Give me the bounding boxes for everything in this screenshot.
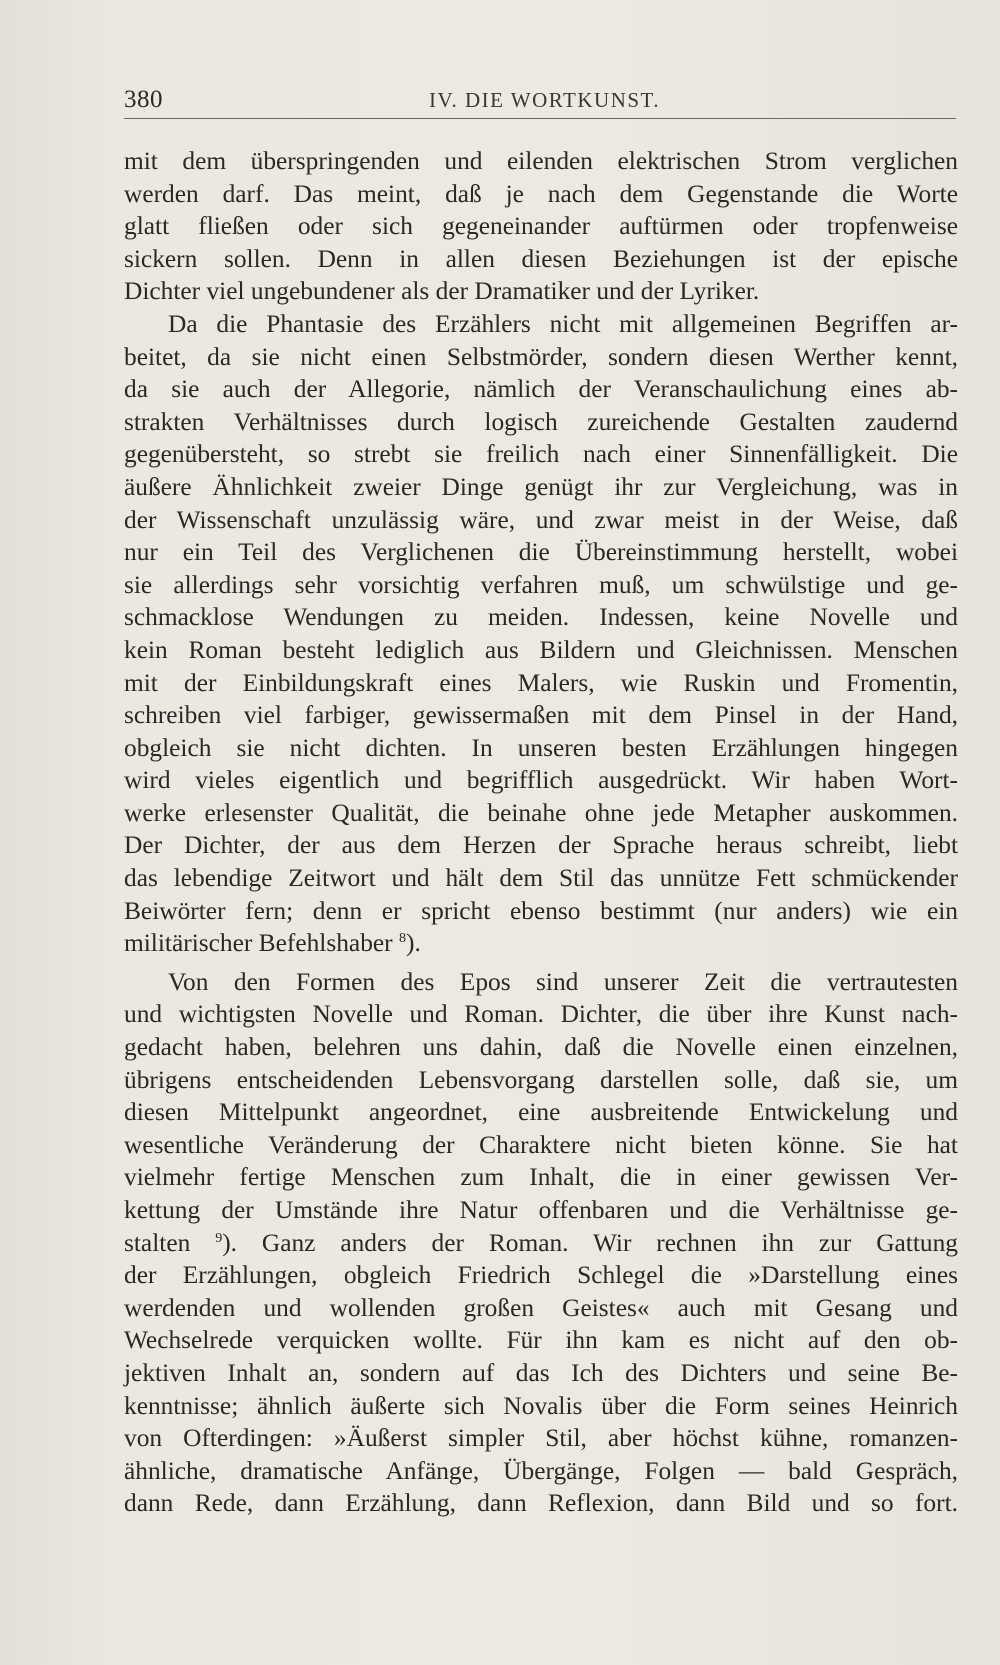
text-line: wesentliche Veränderung der Charaktere nicht bieten könne. Sie hat: [124, 1130, 958, 1159]
text-line: kettung der Umstände ihre Natur offenbaren und die Verhältnisse ge-: [124, 1196, 958, 1224]
text-line: Dichter viel ungebundener als der Dramatiker und der Lyriker.: [124, 277, 760, 306]
text-line: werden darf. Das meint, daß je nach dem Gegenstande die Worte: [124, 179, 958, 208]
text-line: da sie auch der Allegorie, nämlich der Veranschaulichung eines ab-: [124, 375, 958, 404]
text-line: schmacklose Wendungen zu meiden. Indessen, keine Novelle und: [124, 603, 958, 632]
paragraph-2: [124, 308, 958, 960]
text-line: das lebendige Zeitwort und hält dem Stil das unnütze Fett schmückender: [124, 864, 958, 893]
text-line: schreiben viel farbiger, gewissermaßen mit dem Pinsel in der Hand,: [124, 701, 958, 730]
text-line: obgleich sie nicht dichten. In unseren besten Erzählungen hingegen: [124, 733, 958, 762]
text-line: kein Roman besteht lediglich aus Bildern und Gleichnissen. Menschen: [124, 635, 958, 664]
text-line: beitet, da sie nicht einen Selbstmörder, sondern diesen Werther kennt,: [124, 342, 958, 371]
text-line: Da die Phantasie des Erzählers nicht mit allgemeinen Begriffen ar-: [168, 309, 958, 338]
page-header: [124, 84, 956, 119]
text-line: ähnliche, dramatische Anfänge, Übergänge, Folgen — bald Gespräch,: [124, 1456, 958, 1485]
text-line: Von den Formen des Epos sind unserer Zeit die vertrautesten: [168, 967, 958, 996]
text-line: diesen Mittelpunkt angeordnet, eine ausbreitende Entwickelung und: [124, 1098, 958, 1127]
text-line: mit der Einbildungskraft eines Malers, wie Ruskin und Fromentin,: [124, 668, 958, 697]
text-line: und wichtigsten Novelle und Roman. Dichter, die über ihre Kunst nach-: [124, 1000, 958, 1029]
text-line: dann Rede, dann Erzählung, dann Reflexion, dann Bild und so fort.: [124, 1489, 958, 1518]
text-line: Der Dichter, der aus dem Herzen der Sprache heraus schreibt, liebt: [124, 831, 958, 860]
footnote-marker-8: 8: [398, 931, 406, 947]
text-line: gegenübersteht, so strebt sie freilich nach einer Sinnenfälligkeit. Die: [124, 440, 958, 469]
text-line: Beiwörter fern; denn er spricht ebenso bestimmt (nur anders) wie ein: [124, 896, 958, 925]
text-line: kenntnisse; ähnlich äußerte sich Novalis über die Form seines Heinrich: [124, 1391, 958, 1420]
paragraph-1: [124, 145, 958, 308]
text-line: der Wissenschaft unzulässig wäre, und zwar meist in der Weise, daß: [124, 505, 958, 534]
text-line: werke erlesenster Qualität, die beinahe ohne jede Metapher auskommen.: [124, 798, 958, 827]
text-line: übrigens entscheidenden Lebensvorgang darstellen solle, daß sie, um: [124, 1065, 958, 1094]
text-line: der Erzählungen, obgleich Friedrich Schlegel die »Darstellung eines: [124, 1261, 958, 1290]
page-number: 380: [124, 86, 163, 113]
text-segment: ).: [405, 929, 421, 958]
text-line: wird vieles eigentlich und begrifflich ausgedrückt. Wir haben Wort-: [124, 766, 958, 795]
text-line: mit dem überspringenden und eilenden elektrischen Strom verglichen: [124, 147, 958, 175]
text-line: [124, 1227, 958, 1260]
footnote-marker-9: 9: [215, 1230, 223, 1246]
body-text: [124, 145, 958, 1520]
text-line: sie allerdings sehr vorsichtig verfahren muß, um schwülstige und ge-: [124, 570, 958, 599]
text-line: von Ofterdingen: »Äußerst simpler Stil, aber höchst kühne, romanzen-: [124, 1424, 958, 1453]
text-line: nur ein Teil des Verglichenen die Übereinstimmung herstellt, wobei: [124, 538, 958, 567]
text-line: glatt fließen oder sich gegeneinander auftürmen oder tropfenweise: [124, 212, 958, 241]
text-line: strakten Verhältnisses durch logisch zureichende Gestalten zaudernd: [124, 407, 958, 436]
paragraph-3: [124, 966, 958, 1520]
text-segment: stalten: [124, 1228, 191, 1257]
text-line: Wechselrede verquicken wollte. Für ihn kam es nicht auf den ob-: [124, 1326, 958, 1355]
text-segment: militärischer Befehlshaber: [124, 929, 393, 958]
text-segment: ). Ganz anders der Roman. Wir rechnen ihn zur Gattung: [222, 1228, 958, 1257]
text-line: [124, 927, 958, 960]
text-line: äußere Ähnlichkeit zweier Dinge genügt ihr zur Vergleichung, was in: [124, 472, 958, 501]
text-line: sickern sollen. Denn in allen diesen Beziehungen ist der epische: [124, 244, 958, 273]
text-line: gedacht haben, belehren uns dahin, daß die Novelle einen einzelnen,: [124, 1033, 958, 1062]
running-head: IV. DIE WORTKUNST.: [429, 88, 661, 112]
text-line: jektiven Inhalt an, sondern auf das Ich des Dichters und seine Be-: [124, 1358, 958, 1387]
text-line: werdenden und wollenden großen Geistes« auch mit Gesang und: [124, 1293, 958, 1322]
text-line: vielmehr fertige Menschen zum Inhalt, die in einer gewissen Ver-: [124, 1163, 958, 1192]
